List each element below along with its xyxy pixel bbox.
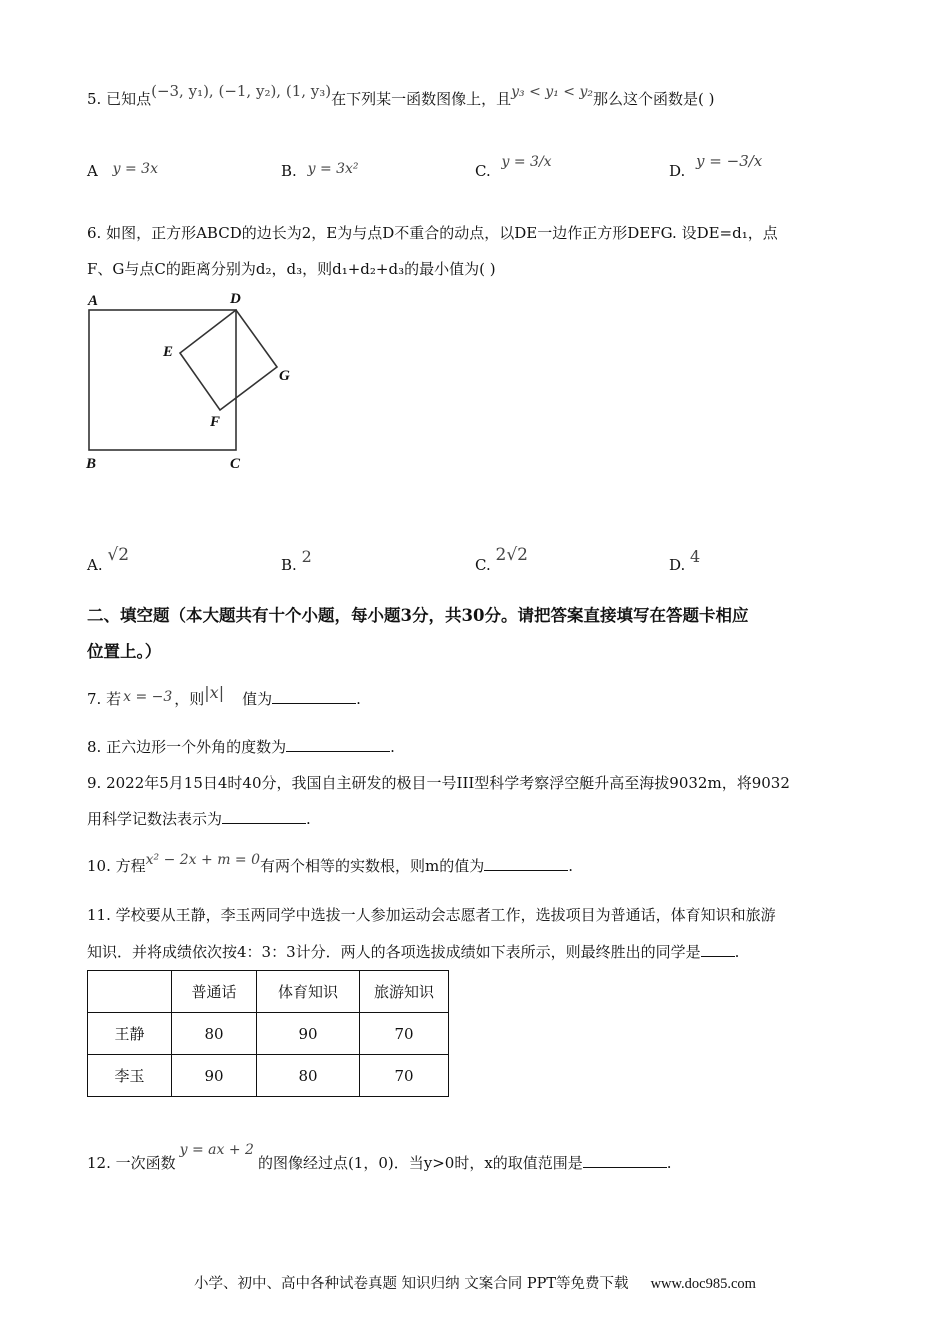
q5-option-c <box>475 154 552 180</box>
square-figure <box>80 285 310 480</box>
q9-answer-blank[interactable] <box>222 810 306 824</box>
option-label: D. <box>669 556 686 574</box>
footer-link[interactable]: www.doc985.com <box>650 1276 756 1292</box>
section-heading-line2: 位置上。） <box>87 642 162 661</box>
q12-suffix: 的图像经过点(1，0)．当y>0时，x的取值范围是 <box>257 1154 583 1172</box>
q6-option-b <box>281 547 312 574</box>
q7-prefix: 7. 若 <box>87 690 122 708</box>
q8 <box>87 736 395 757</box>
q5-points: (−3, y₁), (−1, y₂), (1, y₃) <box>151 82 332 100</box>
q11-answer-blank[interactable] <box>701 943 735 957</box>
option-label: A <box>87 162 98 180</box>
label-c: C <box>230 456 241 472</box>
q8-text: 8. 正六边形一个外角的度数为 <box>87 738 287 756</box>
q9-end: . <box>306 810 311 828</box>
label-b: B <box>86 456 97 472</box>
q7-suffix: 值为 <box>242 690 273 708</box>
q7-answer-blank[interactable] <box>272 690 356 704</box>
q11-end: . <box>734 943 740 961</box>
q5-mid: 在下列某一函数图像上，且 <box>331 90 512 108</box>
q12 <box>87 1142 672 1173</box>
q7-math-x: x = −3 <box>123 689 173 705</box>
table-header-cell: 普通话 <box>172 971 257 1013</box>
q10-prefix: 10. 方程 <box>87 857 146 875</box>
q7-mid: ，则 <box>174 690 205 708</box>
q6-line2: F、G与点C的距离分别为d₂，d₃，则d₁+d₂+d₃的最小值为( ) <box>87 260 496 278</box>
square-defg <box>180 310 277 410</box>
table-header-cell <box>88 971 172 1013</box>
label-d: D <box>230 291 241 307</box>
option-math: √2 <box>107 545 130 565</box>
option-math: y = 3/x <box>501 154 552 170</box>
q5-stem <box>87 82 715 109</box>
q7-math-abs: |x| <box>204 683 225 702</box>
option-label: C. <box>475 162 491 180</box>
q12-end: . <box>666 1154 672 1172</box>
q7-end: . <box>356 690 361 708</box>
score-table <box>87 970 449 1097</box>
q5-option-a <box>87 162 158 180</box>
table-cell: 90 <box>172 1055 257 1097</box>
q10-answer-blank[interactable] <box>484 857 568 871</box>
label-f: F <box>210 414 221 430</box>
option-label: B. <box>281 556 297 574</box>
option-math: y = −3/x <box>696 152 763 170</box>
q12-math: y = ax + 2 <box>179 1142 254 1158</box>
q5-condition: y₃ < y₁ < y₂ <box>511 84 593 100</box>
option-label: B. <box>281 162 297 180</box>
q6-option-a <box>87 545 130 575</box>
q5-prefix: 5. 已知点 <box>87 90 152 108</box>
q5-option-d <box>669 152 763 180</box>
table-cell: 90 <box>257 1013 360 1055</box>
option-math: y = 3x² <box>307 161 359 177</box>
option-label: D. <box>669 162 686 180</box>
q7 <box>87 683 361 709</box>
label-a: A <box>88 293 99 309</box>
q11-line1: 11. 学校要从王静，李玉两同学中选拔一人参加运动会志愿者工作，选拔项目为普通话，体育知识和旅游 <box>87 906 776 924</box>
q5-option-b <box>281 162 359 180</box>
q12-answer-blank[interactable] <box>583 1154 667 1168</box>
q8-end: . <box>390 738 395 756</box>
q9-line2: 用科学记数法表示为 <box>87 810 223 828</box>
q6-option-d <box>669 547 701 574</box>
label-g: G <box>279 368 290 384</box>
table-header-cell: 体育知识 <box>257 971 360 1013</box>
table-cell: 王静 <box>88 1013 172 1055</box>
section-heading-line1: 二、填空题（本大题共有十个小题，每小题3分，共30分。请把答案直接填写在答题卡相应 <box>87 606 749 625</box>
q11-line2: 知识．并将成绩依次按4：3：3计分．两人的各项选拔成绩如下表所示，则最终胜出的同学是 <box>87 943 701 961</box>
table-cell: 80 <box>172 1013 257 1055</box>
table-cell: 80 <box>257 1055 360 1097</box>
table-cell: 李玉 <box>88 1055 172 1097</box>
q9-line1: 9. 2022年5月15日4时40分，我国自主研发的极目一号III型科学考察浮空艇升高至海拔9032m，将9032 <box>87 774 790 792</box>
option-math: 2 <box>301 547 312 566</box>
table-row <box>88 1013 449 1055</box>
option-math: y = 3x <box>112 161 158 177</box>
q5-suffix: 那么这个函数是( ) <box>592 90 715 108</box>
q10 <box>87 852 574 876</box>
q11-line2-wrap <box>87 941 739 962</box>
label-e: E <box>163 344 174 360</box>
q10-end: . <box>568 857 574 875</box>
q10-suffix: 有两个相等的实数根，则m的值为 <box>260 857 485 875</box>
footer-text: 小学、初中、高中各种试卷真题 知识归纳 文案合同 PPT等免费下载 <box>194 1276 629 1292</box>
table-cell: 70 <box>360 1055 449 1097</box>
q6-line1: 6. 如图，正方形ABCD的边长为2，E为与点D不重合的动点，以DE一边作正方形DEFG. 设DE=d₁，点 <box>87 224 778 242</box>
table-header-row <box>88 971 449 1013</box>
option-math: 2√2 <box>495 545 528 565</box>
option-label: C. <box>475 556 491 574</box>
q10-math: x² − 2x + m = 0 <box>145 852 261 868</box>
q8-answer-blank[interactable] <box>286 738 390 752</box>
footer <box>0 1272 950 1293</box>
q6-option-c <box>475 545 528 575</box>
table-cell: 70 <box>360 1013 449 1055</box>
option-math: 4 <box>690 547 701 566</box>
option-label: A. <box>87 556 103 574</box>
table-row <box>88 1055 449 1097</box>
q12-prefix: 12. 一次函数 <box>87 1154 176 1172</box>
table-header-cell: 旅游知识 <box>360 971 449 1013</box>
q9-line2-wrap <box>87 808 311 829</box>
